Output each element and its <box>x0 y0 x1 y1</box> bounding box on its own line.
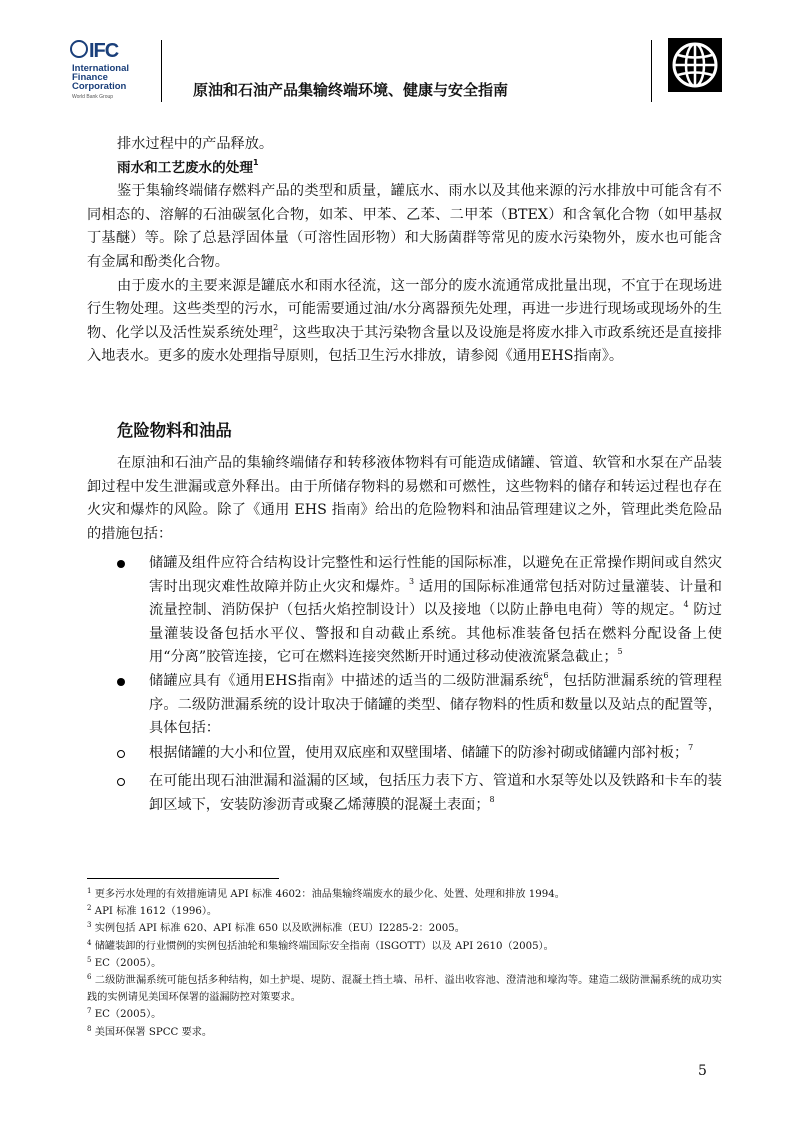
footnote-ref: 2 <box>273 322 279 332</box>
footnote-ref: 3 <box>409 576 415 586</box>
section-heading: 危险物料和油品 <box>117 421 232 440</box>
footnote: $^2$ API 标准 1612（1996）。 <box>87 904 218 918</box>
bullet-item: 储罐及组件应符合结构设计完整性和运行性能的国际标准，以避免在正常操作期间或自然灾害时出现灾难性故障并防止火灾和爆炸。$^3$ 适用的国际标准通常包括对防过量灌装、计量和流量控制、消防保护（包括火焰控制设计）以及接地（以防止静电电荷）等的规定。$^4$ 防过量灌装设备包括水平仪、警报和自动截止系统。其他标准装备包括在燃料分配设备上使用“分离”胶管连接，它可在燃料连接突然断开时通过移动使液流紧急截止；$^5$ <box>87 552 722 670</box>
globe-icon <box>70 40 88 58</box>
footnote-ref: 6 <box>543 670 549 680</box>
ifc-org-name: International Finance Corporation <box>72 63 130 92</box>
sub-bullet-item: 在可能出现石油泄漏和溢漏的区域，包括压力表下方、管道和水泵等处以及铁路和卡车的装卸区域下，安装防渗沥青或聚乙烯薄膜的混凝土表面；$^8$ <box>87 770 722 817</box>
bullet-dot-icon <box>117 560 125 568</box>
header-divider-right <box>651 40 652 102</box>
paragraph-1: 鉴于集输终端储存燃料产品的类型和质量，罐底水、雨水以及其他来源的污水排放中可能含有不同相态的、溶解的石油碳氢化合物，如苯、甲苯、乙苯、二甲苯（BTEX）和含氧化合物（如甲基叔丁基醚）等。除了总悬浮固体量（可溶性固形物）和大肠菌群等常见的废水污染物外，废水也可能含有金属和酚类化合物。 <box>87 183 722 270</box>
header-divider-left <box>161 40 162 102</box>
bullet-item: 储罐应具有《通用EHS指南》中描述的适当的二级防泄漏系统$^6$，包括防泄漏系统的管理程序。二级防泄漏系统的设计取决于储罐的类型、储存物料的性质和数量以及站点的配置等，具体包括： <box>87 670 722 741</box>
body-block-1 <box>87 133 722 369</box>
footnote: $^3$ 实例包括 API 标准 620、API 标准 650 以及欧洲标准（EU）I2285-2：2005。 <box>87 921 465 935</box>
bullet-list <box>87 552 722 818</box>
paragraph-3: 在原油和石油产品的集输终端储存和转移液体物料有可能造成储罐、管道、软管和水泵在产品装卸过程中发生泄漏或意外释出。由于所储存物料的易燃和可燃性，这些物料的储存和转运过程也存在火灾和爆炸的风险。除了《通用 EHS 指南》给出的危险物料和油品管理建议之外，管理此类危险品的措施包括： <box>87 455 722 542</box>
footnotes <box>87 886 722 1041</box>
sub-bullet-item: 根据储罐的大小和位置，使用双底座和双壁围堵、储罐下的防渗衬砌或储罐内部衬板；$^7$ <box>87 742 722 766</box>
footnote: $^5$ EC（2005）。 <box>87 955 162 969</box>
ifc-logo-mark: IFC <box>70 40 118 63</box>
paragraph-2: 由于废水的主要来源是罐底水和雨水径流，这一部分的废水流通常成批量出现，不宜于在现场进行生物处理。这些类型的污水，可能需要通过油/水分离器预先处理，再进一步进行现场或现场外的生物、化学以及活性炭系统处理$^2$，这些取决于其污染物含量以及设施是将废水排入市政系统还是直接排入地表水。更多的废水处理指导原则，包括卫生污水排放，请参阅《通用EHS指南》。 <box>87 277 722 365</box>
document-title: 原油和石油产品集输终端环境、健康与安全指南 <box>193 81 509 99</box>
subheading-wastewater: 雨水和工艺废水的处理$^1$ <box>117 157 259 176</box>
page-number: 5 <box>698 1063 707 1079</box>
footnote-ref: 4 <box>683 600 689 610</box>
footnote: $^4$ 储罐装卸的行业惯例的实例包括油轮和集输终端国际安全指南（ISGOTT）以及 API 2610（2005）。 <box>87 938 554 952</box>
footnote-ref: 8 <box>489 794 495 804</box>
footnote: $^1$ 更多污水处理的有效措施请见 API 标准 4602：油品集输终端废水的最少化、处置、处理和排放 1994。 <box>87 887 565 900</box>
footnote-ref: 7 <box>688 742 694 752</box>
footnote-ref: 5 <box>617 647 623 657</box>
paragraph-0: 排水过程中的产品释放。 <box>117 136 274 152</box>
body-block-2 <box>87 452 722 546</box>
footnote: $^7$ EC（2005）。 <box>87 1007 162 1021</box>
ifc-logo <box>70 40 160 106</box>
footnote: $^8$ 美国环保署 SPCC 要求。 <box>87 1024 213 1038</box>
footnote-divider <box>87 878 279 879</box>
world-bank-globe-icon <box>668 38 722 92</box>
ifc-org-sub: World Bank Group <box>72 94 114 100</box>
bullet-dot-icon <box>117 678 125 686</box>
bullet-ring-icon <box>117 750 125 758</box>
footnote-ref: 1 <box>252 157 259 167</box>
bullet-ring-icon <box>117 778 125 786</box>
footnote: $^6$ 二级防泄漏系统可能包括多种结构，如土护堤、堤防、混凝土挡土墙、吊杆、溢出收容池、澄清池和壕沟等。建造二级防泄漏系统的成功实践的实例请见美国环保署的溢漏防控对策要求。 <box>87 973 722 1004</box>
